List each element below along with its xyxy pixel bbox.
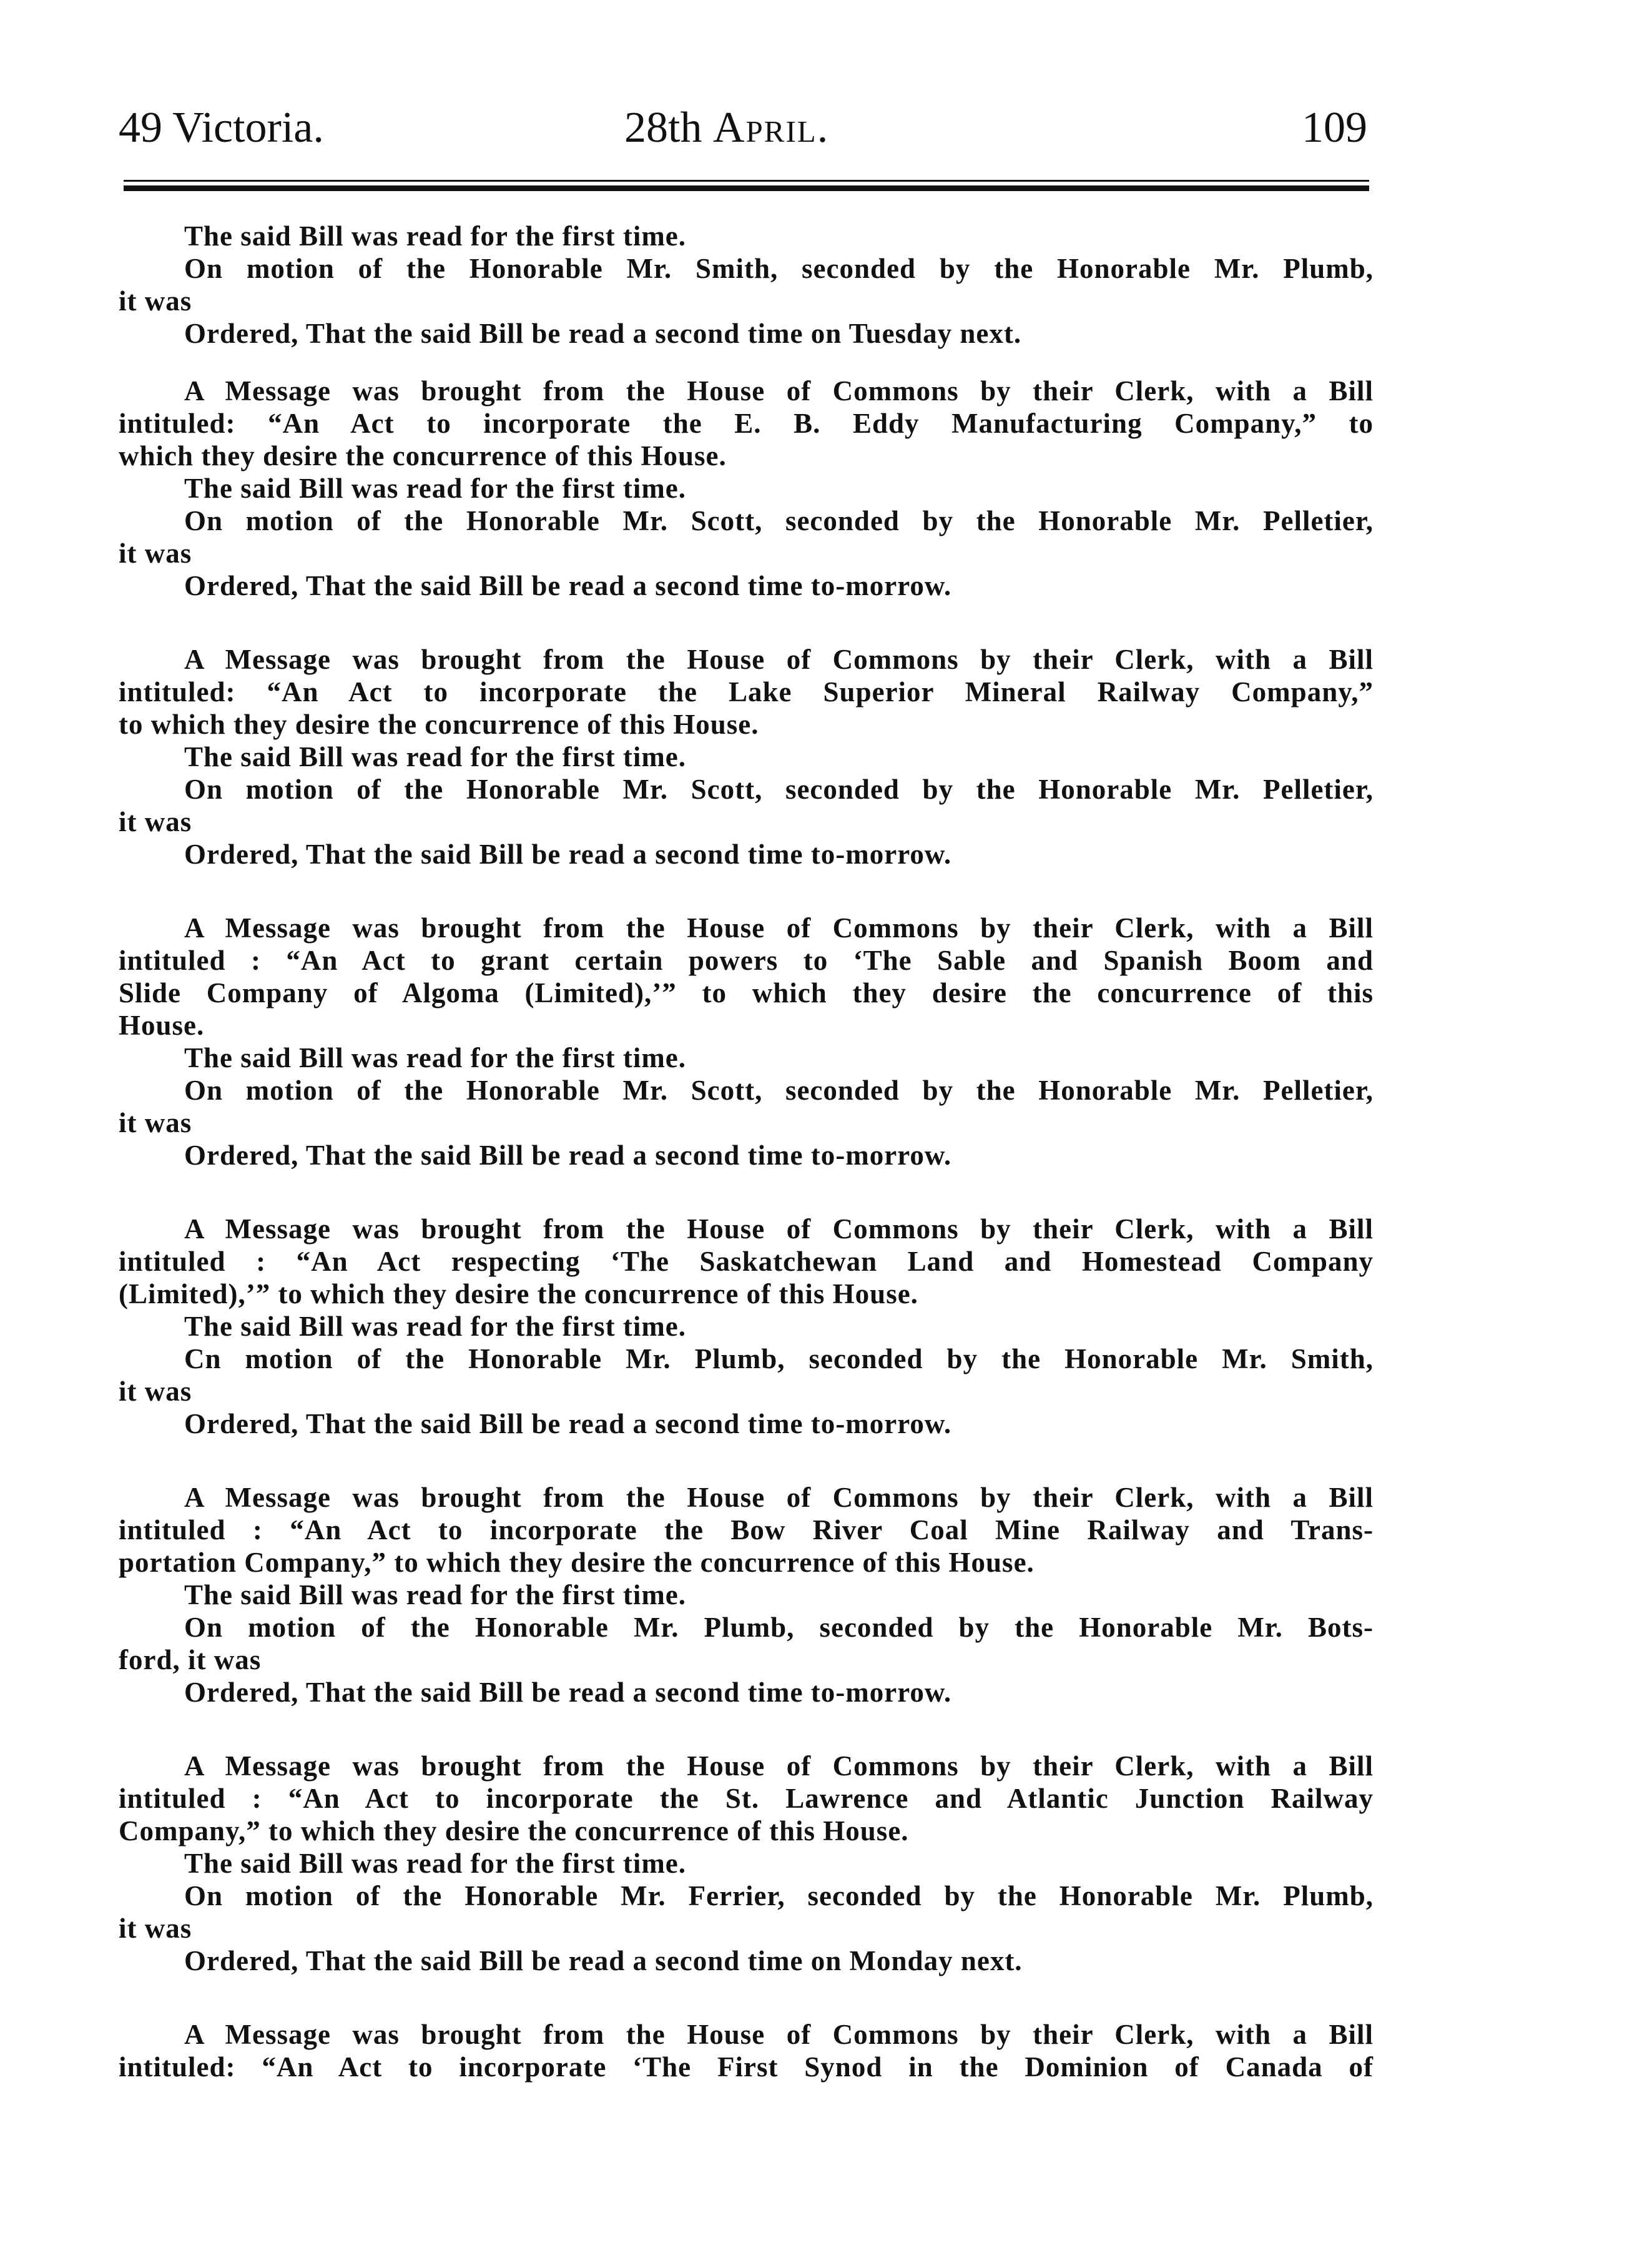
- text-line: intituled : “An Act to incorporate the St. Lawrence and Atlantic Junction Railway: [119, 1783, 1374, 1814]
- text-line: On motion of the Honorable Mr. Scott, seconded by the Honorable Mr. Pelletier,: [184, 505, 1374, 536]
- text-line: which they desire the concurrence of this House.: [119, 440, 727, 471]
- text-line: The said Bill was read for the first time.: [184, 741, 687, 772]
- text-line: ford, it was: [119, 1644, 262, 1675]
- text-line: Company,” to which they desire the concurrence of this House.: [119, 1815, 909, 1846]
- header-date-month: April.: [712, 104, 830, 152]
- text-line: On motion of the Honorable Mr. Scott, seconded by the Honorable Mr. Pelletier,: [184, 1075, 1374, 1106]
- text-line: A Message was brought from the House of Commons by their Clerk, with a Bill: [184, 1482, 1374, 1513]
- text-line: intituled: “An Act to incorporate the E. B. Eddy Manufacturing Company,” to: [119, 408, 1374, 439]
- text-line: portation Company,” to which they desire the concurrence of this House.: [119, 1547, 1035, 1578]
- text-line: it was: [119, 1913, 192, 1944]
- text-line: Ordered, That the said Bill be read a second time on Tuesday next.: [184, 318, 1022, 349]
- text-line: intituled : “An Act to incorporate the Bow River Coal Mine Railway and Trans-: [119, 1514, 1374, 1546]
- text-line: The said Bill was read for the first time.: [184, 220, 687, 252]
- header-regnal-year: 49 Victoria.: [119, 104, 324, 152]
- text-line: Ordered, That the said Bill be read a second time on Monday next.: [184, 1945, 1023, 1976]
- text-line: The said Bill was read for the first time.: [184, 1848, 687, 1879]
- text-line: On motion of the Honorable Mr. Smith, seconded by the Honorable Mr. Plumb,: [184, 253, 1374, 284]
- text-line: The said Bill was read for the first time.: [184, 1579, 687, 1610]
- text-line: intituled: “An Act to incorporate ‘The First Synod in the Dominion of Canada of: [119, 2051, 1374, 2083]
- text-line: On motion of the Honorable Mr. Plumb, seconded by the Honorable Mr. Bots-: [184, 1612, 1374, 1643]
- text-line: to which they desire the concurrence of this House.: [119, 709, 759, 740]
- text-line: A Message was brought from the House of Commons by their Clerk, with a Bill: [184, 1213, 1374, 1245]
- text-line: Cn motion of the Honorable Mr. Plumb, seconded by the Honorable Mr. Smith,: [184, 1343, 1374, 1374]
- text-line: intituled : “An Act respecting ‘The Saskatchewan Land and Homestead Company: [119, 1246, 1374, 1277]
- text-line: A Message was brought from the House of Commons by their Clerk, with a Bill: [184, 2019, 1374, 2050]
- text-line: Ordered, That the said Bill be read a second time to-morrow.: [184, 570, 952, 601]
- text-line: Ordered, That the said Bill be read a second time to-morrow.: [184, 1408, 952, 1439]
- text-line: The said Bill was read for the first time.: [184, 1311, 687, 1342]
- text-line: it was: [119, 806, 192, 837]
- text-line: On motion of the Honorable Mr. Scott, seconded by the Honorable Mr. Pelletier,: [184, 774, 1374, 805]
- text-line: House.: [119, 1010, 205, 1041]
- text-line: A Message was brought from the House of Commons by their Clerk, with a Bill: [184, 1750, 1374, 1782]
- text-line: it was: [119, 1107, 192, 1138]
- text-line: A Message was brought from the House of Commons by their Clerk, with a Bill: [184, 375, 1374, 407]
- text-line: A Message was brought from the House of Commons by their Clerk, with a Bill: [184, 912, 1374, 944]
- text-line: it was: [119, 538, 192, 569]
- page-number: 109: [1302, 104, 1367, 152]
- text-line: it was: [119, 1376, 192, 1407]
- text-line: The said Bill was read for the first time.: [184, 1042, 687, 1073]
- text-line: Ordered, That the said Bill be read a second time to-morrow.: [184, 839, 952, 870]
- text-line: intituled: “An Act to incorporate the Lake Superior Mineral Railway Company,”: [119, 676, 1374, 708]
- text-line: Ordered, That the said Bill be read a second time to-morrow.: [184, 1677, 952, 1708]
- text-line: intituled : “An Act to grant certain powers to ‘The Sable and Spanish Boom and: [119, 945, 1374, 976]
- text-line: The said Bill was read for the first time.: [184, 473, 687, 504]
- text-line: On motion of the Honorable Mr. Ferrier, seconded by the Honorable Mr. Plumb,: [184, 1880, 1374, 1911]
- text-line: (Limited),’” to which they desire the concurrence of this House.: [119, 1278, 918, 1309]
- header-date-day: 28th: [624, 104, 713, 152]
- text-line: Slide Company of Algoma (Limited),’” to which they desire the concurrence of this: [119, 977, 1374, 1008]
- text-line: A Message was brought from the House of Commons by their Clerk, with a Bill: [184, 644, 1374, 675]
- text-line: it was: [119, 285, 192, 317]
- text-line: Ordered, That the said Bill be read a second time to-morrow.: [184, 1140, 952, 1171]
